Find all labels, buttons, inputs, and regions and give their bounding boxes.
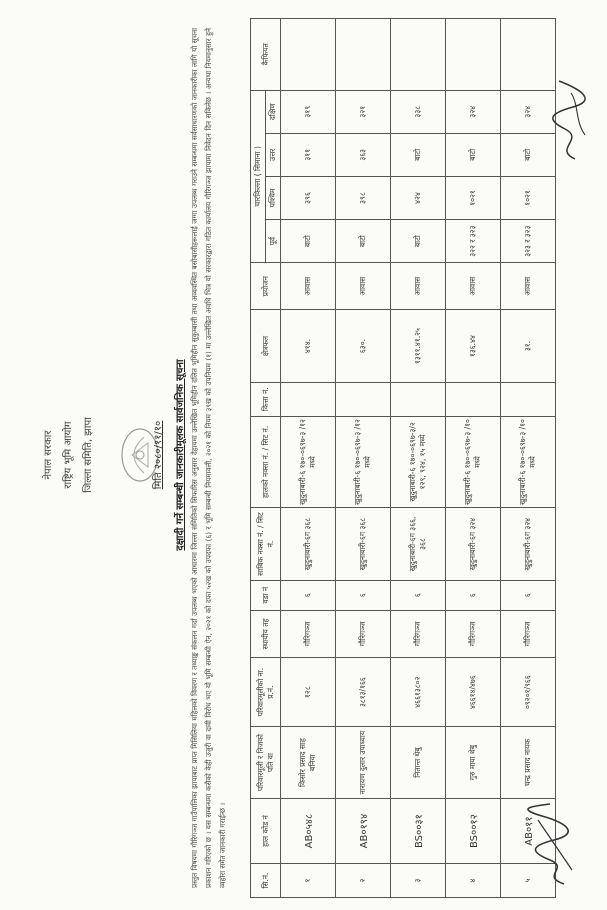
cell-current-sheet: खुदुनाबारी-६ १७०-०६९७-३ /१० मध्ये [446,416,501,508]
col-area: क्षेत्रफल [251,310,281,382]
cell-code: BS००३१ [391,799,446,864]
cell-usage: आवास [501,263,556,310]
cell-usage: आवास [281,263,336,310]
col-south: दक्षिण [266,90,281,133]
cell-area: ३१. [501,310,556,382]
cell-name: किसोर प्रसाद साह बनिया [281,727,336,799]
col-north: उत्तर [266,133,281,176]
cell-sn: ३ [391,864,446,898]
cell-sn: ५ [501,864,556,898]
cell-remarks [446,19,501,91]
header-line-3: जिल्ला समिति, झापा [83,417,94,493]
cell-south: ३१९ [281,90,336,133]
cell-code: AB०११ [501,799,556,864]
col-remarks: कैफियत [251,19,281,91]
cell-name: नितान्त थेबु [391,727,446,799]
col-sn: सि.नं. [251,864,281,898]
cell-remarks [336,19,391,91]
cell-kitta [501,382,556,416]
col-citizenship: परिवारमूलीको ना. प्र.नं. [251,658,281,727]
cell-kitta [336,382,391,416]
cell-usage: आवास [391,263,446,310]
table-header-row [251,19,266,898]
cell-sn: ४ [446,864,501,898]
cell-east: बाटो [391,220,446,263]
col-ward: वडा नं [251,580,281,610]
cell-citizenship: ०९२०१/९६६ [501,658,556,727]
cell-west: १०२१ [501,176,556,219]
cell-south: ३२४ [501,90,556,133]
cell-remarks [281,19,336,91]
cell-address: गौरिगञ्ज [446,610,501,658]
cell-old-sheet: खुदुनाबारी-६ग ३६८ [281,508,336,581]
cell-address: गौरिगञ्ज [336,610,391,658]
col-usage: प्रयोजन [251,263,281,310]
signature-left-icon [520,800,580,890]
table-row [391,19,446,898]
cell-south: ३३८ [391,90,446,133]
cell-west: १०२१ [446,176,501,219]
cell-current-sheet: खुदुनाबारी-६ १७०-०६९७-३/२ १२९, ९२४, १५ मध्ये [391,416,446,508]
cell-ward: ६ [336,580,391,610]
cell-west: ३९८ [336,176,391,219]
header-line-1: नेपाल सरकार [43,430,54,480]
cell-current-sheet: खुदुनाबारी-६ १७०-०६९७-३ /१२ मध्ये [281,416,336,508]
land-allocation-table [250,18,556,898]
cell-ward: ६ [281,580,336,610]
cell-old-sheet: खुदुनाबारी-६ग ३६६, ३६८ [391,508,446,581]
cell-ward: ६ [391,580,446,610]
cell-usage: आवास [446,263,501,310]
cell-north: बाटो [391,133,446,176]
cell-old-sheet: खुदुनाबारी-६ग ३६८ [336,508,391,581]
cell-east: बाटो [281,220,336,263]
notice-subject: दक्षादी गर्ने सम्बन्धी जानकारीमूलक सार्वजनिक सूचना [175,359,186,551]
cell-remarks [391,19,446,91]
cell-area: १३११.४१.२५ [391,310,446,382]
cell-code: AB०१९४ [336,799,391,864]
cell-east: बाटो [336,220,391,263]
cell-code: AB०५४८ [281,799,336,864]
cell-old-sheet: खुदुनाबारी-६ग ३२४ [446,508,501,581]
cell-name: नारायण दुलार उपाध्याय [336,727,391,799]
cell-sn: १ [281,864,336,898]
cell-north: बाटो [501,133,556,176]
col-address: स्थायीय तह [251,610,281,658]
cell-north: बाटो [446,133,501,176]
cell-name: चन्द्र प्रसाद नायक [501,727,556,799]
col-boundary: चारकिल्ला ( सिमाना ) [251,90,266,263]
table-row [336,19,391,898]
cell-kitta [391,382,446,416]
cell-area: ४१४. [281,310,336,382]
cell-kitta [446,382,501,416]
cell-ward: ६ [446,580,501,610]
cell-address: गौरिगञ्ज [281,610,336,658]
col-code: हाल कोड नं [251,799,281,864]
cell-west: ३९६ [281,176,336,219]
cell-usage: आवास [336,263,391,310]
col-old-sheet: साबिक नक्सा नं. / सिट नं. [251,508,281,581]
table-row [281,19,336,898]
cell-west: ४२४ [391,176,446,219]
cell-citizenship: ३८१३/१६६ [336,658,391,727]
cell-ward: ६ [501,580,556,610]
notice-body: प्रस्तुत विषयमा गौरिगञ्ज गाउँपालिका झापाबाट प्राप्त मिसिलिया महिलको विवरण र तथ्याङ्क संकलन गर्दा उपलब्ध भएको आधारमा जिल्ला समितिको सिफारिस अनुसार देहायमा उल्लेखित भूमिहीन दलित भूमिहीन सुकुम्बासी तथा अव्यवस्थित बसोबासीहरूलाई जग्गा उपलब्ध गराउने सम्बन्धमा सर्वसाधारणको जानकारीका लागि यो सूचना प्रकाशन गरिएको छ । यस सम्बन्धमा कसैको केही उजुरी वा दावी विरोध भए यो भूमि सम्बन्धी ऐन, २०२१ को दफा ५२ख को उपदफा (६) र भूमि सम्बन्धी नियमावली, २०२१ को नियम ३९ख को उपनियम (१) मा उल्लेखित अवधि भित्र यो सरकारद्वारा गठित कार्यालय गौरिगञ्ज झापामा निवेदन दिन सकिनेछ । अन्यथा नियमानुसार हुने व्यहोरा समेत जानकारी गराईन्छ । [190,28,227,888]
cell-area: १३६.४४ [446,310,501,382]
header-line-2: राष्ट्रिय भूमि आयोग [63,421,74,489]
cell-citizenship: ४६६१३८०२ [391,658,446,727]
cell-north: ३६३ [336,133,391,176]
col-name: परिवारमूली र निजको पति वा [251,727,281,799]
cell-code: BS००१२ [446,799,501,864]
cell-current-sheet: खुदुनाबारी-६ १७०-०६९७-३ /१० मध्ये [501,416,556,508]
table-row [446,19,501,898]
cell-area: ६३०. [336,310,391,382]
cell-south: ३२४ [446,90,501,133]
cell-name: गुरु माया थेबु [446,727,501,799]
col-kitta: कित्ता नं. [251,382,281,416]
cell-address: गौरिगञ्ज [501,610,556,658]
cell-address: गौरिगञ्ज [391,610,446,658]
cell-old-sheet: खुदुनाबारी-६ग ३२४ [501,508,556,581]
signature-right-icon [545,75,595,165]
cell-sn: २ [336,864,391,898]
cell-east: ३२३ र ३२३ [501,220,556,263]
cell-citizenship: १२८ [281,658,336,727]
col-east: पूर्व [266,220,281,263]
notice-date: मिति २०८०/११/१० [153,420,164,490]
cell-east: ३२२ र ३२३ [446,220,501,263]
cell-south: ३२१ [336,90,391,133]
cell-citizenship: ४६६१४/४७६ [446,658,501,727]
col-west: पश्चिम [266,176,281,219]
cell-current-sheet: खुदुनाबारी-६ १७०-०६९७-३ /१२ मध्ये [336,416,391,508]
col-current-sheet: हालको नक्सा नं. / सिट नं. [251,416,281,508]
cell-kitta [281,382,336,416]
cell-north: ३११ [281,133,336,176]
